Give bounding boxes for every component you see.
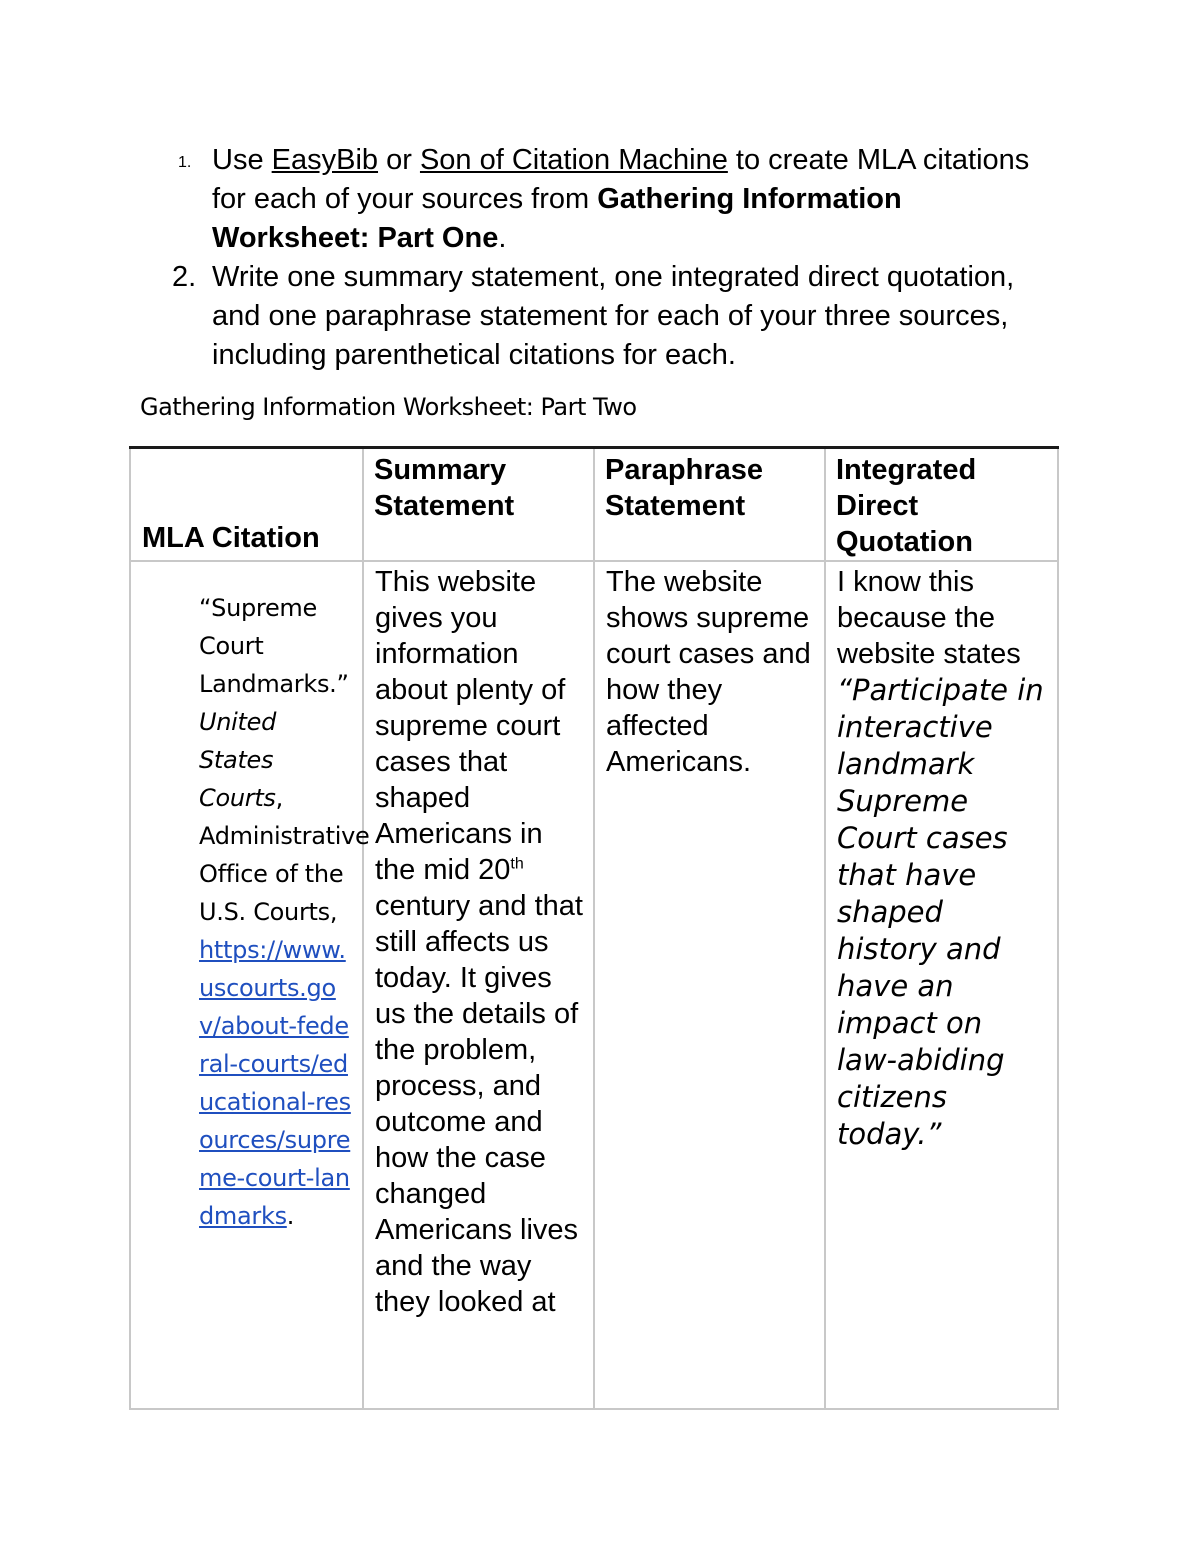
header-cell-summary: [363, 448, 594, 562]
instructions-list: [172, 141, 1052, 375]
table-row: [130, 561, 1058, 1409]
summary-text-1: This website gives you information about plenty of supreme court cases that shaped Americans in the mid 20: [375, 566, 566, 886]
citation-machine-link[interactable]: Son of Citation Machine: [419, 144, 728, 176]
quotation-lead: I know this because the website states: [837, 566, 1021, 670]
cell-mla-citation: [130, 561, 370, 1409]
instruction-text: Use: [212, 144, 264, 176]
header-integrated-quotation: Integrated Direct Quotation: [836, 454, 977, 558]
header-summary-statement: Summary Statement: [374, 454, 515, 522]
summary-statement-text: [364, 562, 593, 1320]
worksheet-table: [129, 446, 1059, 1410]
citation-publisher: , Administrative Office of the U.S. Courts,: [199, 784, 370, 926]
instruction-item-2: [172, 258, 1052, 375]
instruction-text: or: [386, 144, 412, 176]
citation-url-link[interactable]: https://www.uscourts.gov/about-federal-courts/educational-resources/supreme-court-landmarks: [199, 936, 351, 1230]
worksheet-subtitle: Gathering Information Worksheet: Part Two: [140, 393, 637, 421]
cell-summary: [363, 561, 594, 1409]
header-mla-citation: MLA Citation: [142, 522, 320, 554]
summary-text-2: century and that still affects us today. It gives us the details of the problem, process, and outcome and how the case changed Americans lives and the way they looked at: [375, 890, 583, 1318]
quotation-cell-text: [826, 562, 1057, 1153]
citation-title: “Supreme Court Landmarks.”: [199, 594, 349, 698]
summary-superscript: th: [510, 855, 524, 873]
easybib-link[interactable]: EasyBib: [271, 144, 379, 176]
instruction-item-1: [172, 141, 1052, 258]
mla-citation-text: [131, 562, 370, 1235]
table-header-row: [130, 448, 1058, 562]
instruction-bold-ref: Gathering Information Worksheet: Part One: [212, 183, 902, 254]
instruction-text: to create MLA citations for each of your sources from: [212, 144, 1030, 215]
instruction-text: Write one summary statement, one integrated direct quotation, and one paraphrase statement for each of your three sources, including parenthetical citations for each.: [212, 261, 1015, 371]
quotation-text: “Participate in interactive landmark Supreme Court cases that have shaped history and have an impact on law-abiding citizens today.”: [837, 673, 1044, 1151]
cell-quotation: [825, 561, 1058, 1409]
instruction-number: 2.: [172, 261, 197, 293]
instruction-number: 1.: [178, 154, 192, 171]
header-cell-quotation: [825, 448, 1058, 562]
header-cell-paraphrase: [594, 448, 825, 562]
instruction-end: .: [498, 222, 507, 254]
header-cell-mla: [130, 448, 363, 562]
paraphrase-statement-text: The website shows supreme court cases and how they affected Americans.: [606, 566, 811, 778]
citation-site: United States Courts: [199, 708, 277, 812]
cell-paraphrase: [594, 561, 825, 1409]
header-paraphrase-statement: Paraphrase Statement: [605, 454, 763, 522]
citation-end: .: [286, 1202, 295, 1230]
